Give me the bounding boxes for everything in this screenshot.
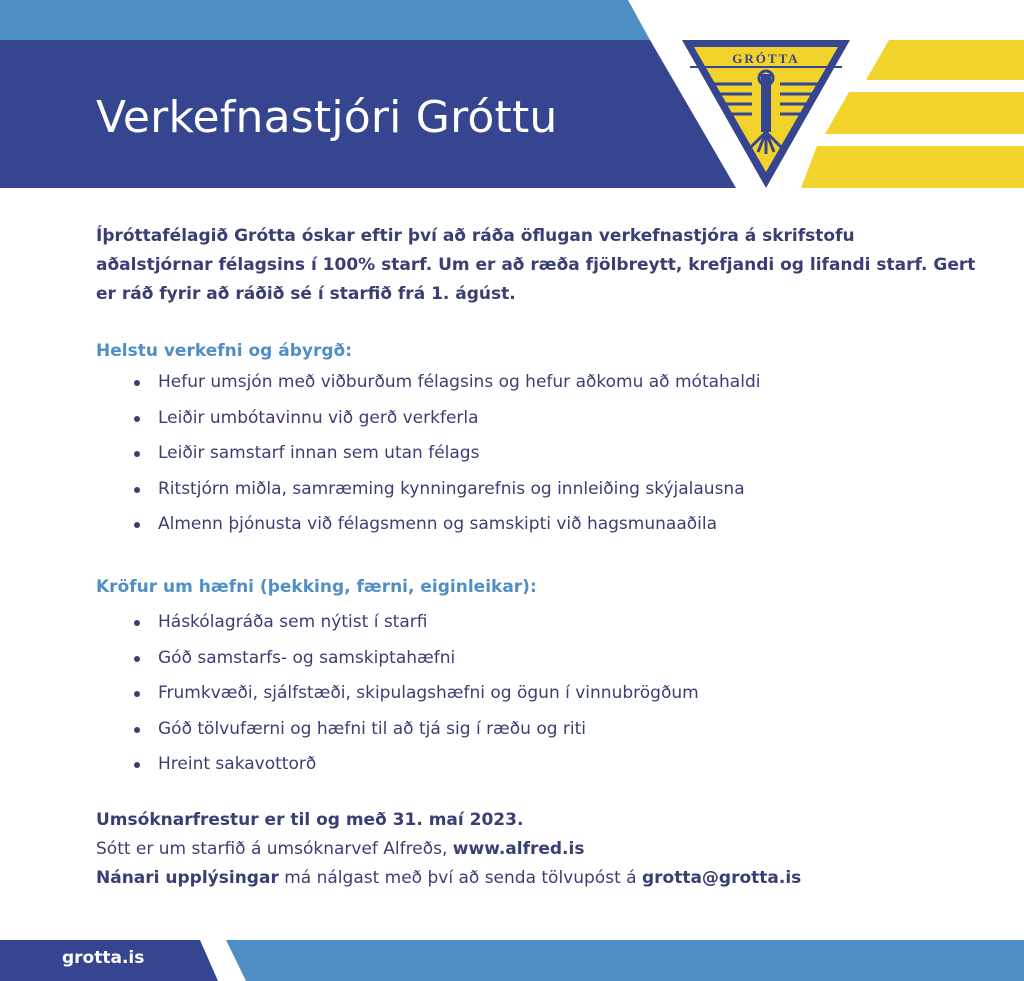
alfred-link[interactable]: www.alfred.is (452, 839, 585, 859)
footer-band-light (226, 940, 1024, 981)
apply-prefix: Sótt er um starfið á umsóknarvef Alfreðs, (96, 839, 453, 859)
page-title: Verkefnastjóri Gróttu (96, 92, 558, 143)
tasks-list (96, 365, 976, 543)
list-item: Góð samstarfs- og samskiptahæfni (96, 641, 976, 677)
list-item: Leiðir samstarf innan sem utan félags (96, 436, 976, 472)
info-text: má nálgast með því að senda tölvupóst á (278, 868, 642, 888)
list-item: Frumkvæði, sjálfstæði, skipulagshæfni og ögun í vinnubrögðum (96, 676, 976, 712)
logo-text: GRÓTTA (732, 51, 800, 66)
email-link[interactable]: grotta@grotta.is (641, 868, 802, 888)
info-line (96, 864, 976, 893)
apply-line (96, 835, 976, 864)
list-item: Hreint sakavottorð (96, 747, 976, 783)
deadline-text: Umsóknarfrestur er til og með 31. maí 2023. (96, 810, 524, 830)
yellow-stripe-3 (801, 146, 1024, 188)
info-label: Nánari upplýsingar (96, 868, 279, 888)
list-item: Almenn þjónusta við félagsmenn og samskipti við hagsmunaaðila (96, 507, 976, 543)
section-heading-tasks: Helstu verkefni og ábyrgð: (96, 341, 352, 361)
requirements-list (96, 605, 976, 783)
list-item: Góð tölvufærni og hæfni til að tjá sig í ræðu og riti (96, 712, 976, 748)
list-item: Háskólagráða sem nýtist í starfi (96, 605, 976, 641)
list-item: Ritstjórn miðla, samræming kynningarefnis og innleiðing skýjalausna (96, 472, 976, 508)
intro-paragraph: Íþróttafélagið Grótta óskar eftir því að ráða öflugan verkefnastjóra á skrifstofu aðalstjórnar félagsins í 100% starf. Um er að ræða fjölbreytt, krefjandi og lifandi starf. Gert er ráð fyrir að ráðið sé í starfið frá 1. ágúst. (96, 226, 976, 304)
site-link[interactable]: grotta.is (62, 948, 145, 968)
list-item: Leiðir umbótavinnu við gerð verkferla (96, 401, 976, 437)
list-item: Hefur umsjón með viðburðum félagsins og hefur aðkomu að mótahaldi (96, 365, 976, 401)
section-heading-requirements: Kröfur um hæfni (þekking, færni, eiginleikar): (96, 577, 537, 597)
yellow-stripe-2 (825, 92, 1024, 134)
yellow-stripe-1 (866, 40, 1024, 80)
application-info (96, 806, 976, 893)
header-top-strip (0, 0, 650, 40)
